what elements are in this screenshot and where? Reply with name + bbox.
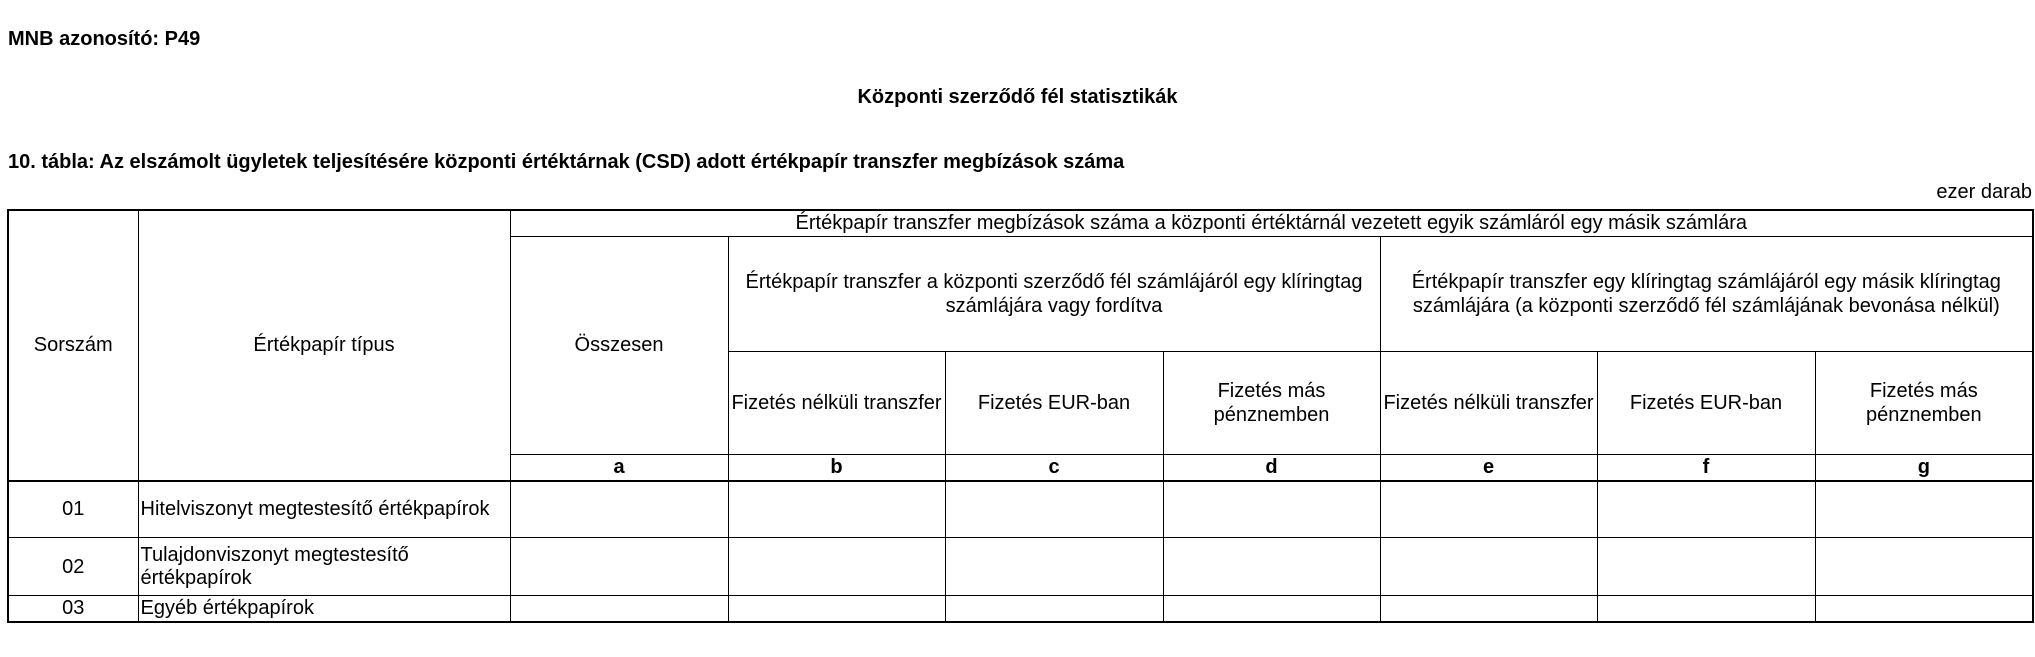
- table-row: [8, 481, 2033, 538]
- row-label: Tulajdonviszonyt megtestesítő értékpapírok: [138, 538, 510, 596]
- header-osszesen: Összesen: [510, 236, 728, 454]
- column-letter: a: [510, 454, 728, 481]
- mnb-identifier: MNB azonosító: P49: [8, 28, 201, 50]
- header-group-member: Értékpapír transzfer egy klíringtag számlájáról egy másik klíringtag számlájára (a központi szerződő fél számlájának bevonása nélkül): [1380, 236, 2033, 351]
- data-cell[interactable]: [1815, 538, 2033, 596]
- data-cell[interactable]: [1163, 538, 1380, 596]
- data-cell[interactable]: [728, 481, 945, 538]
- table-title: 10. tábla: Az elszámolt ügyletek teljesítésére központi értéktárnak (CSD) adott értékpapír transzfer megbízások száma: [8, 151, 1125, 173]
- column-letter: f: [1597, 454, 1815, 481]
- data-cell[interactable]: [945, 596, 1163, 622]
- data-cell[interactable]: [945, 481, 1163, 538]
- column-letter: d: [1163, 454, 1380, 481]
- data-cell[interactable]: [510, 481, 728, 538]
- data-cell[interactable]: [1597, 481, 1815, 538]
- row-number: 01: [8, 481, 138, 538]
- row-number: 02: [8, 538, 138, 596]
- data-cell[interactable]: [510, 538, 728, 596]
- header-group-main: Értékpapír transzfer megbízások száma a központi értéktárnál vezetett egyik számláról egy másik számlára: [510, 210, 2033, 236]
- header-sub-e: Fizetés nélküli transzfer: [1380, 351, 1597, 454]
- column-letter: e: [1380, 454, 1597, 481]
- data-cell[interactable]: [1380, 481, 1597, 538]
- header-sub-b: Fizetés nélküli transzfer: [728, 351, 945, 454]
- header-sub-d: Fizetés más pénznemben: [1163, 351, 1380, 454]
- data-cell[interactable]: [1815, 481, 2033, 538]
- data-cell[interactable]: [945, 538, 1163, 596]
- data-cell[interactable]: [728, 596, 945, 622]
- statistics-table: [7, 209, 2034, 623]
- data-cell[interactable]: [1163, 596, 1380, 622]
- data-cell[interactable]: [1380, 596, 1597, 622]
- header-group-ccp: Értékpapír transzfer a központi szerződő fél számlájáról egy klíringtag számlájára vagy fordítva: [728, 236, 1380, 351]
- row-number: 03: [8, 596, 138, 622]
- unit-label: ezer darab: [1936, 181, 2032, 203]
- header-sub-g: Fizetés más pénznemben: [1815, 351, 2033, 454]
- data-cell[interactable]: [1597, 538, 1815, 596]
- data-cell[interactable]: [1163, 481, 1380, 538]
- data-cell[interactable]: [510, 596, 728, 622]
- data-cell[interactable]: [728, 538, 945, 596]
- row-label: Hitelviszonyt megtestesítő értékpapírok: [138, 481, 510, 538]
- column-letter: g: [1815, 454, 2033, 481]
- table-row: [8, 538, 2033, 596]
- header-sub-f: Fizetés EUR-ban: [1597, 351, 1815, 454]
- header-sorszam: Sorszám: [8, 210, 138, 481]
- column-letter: c: [945, 454, 1163, 481]
- data-cell[interactable]: [1597, 596, 1815, 622]
- table-row: [8, 596, 2033, 622]
- data-cell[interactable]: [1815, 596, 2033, 622]
- data-cell[interactable]: [1380, 538, 1597, 596]
- page-title: Központi szerződő fél statisztikák: [857, 86, 1178, 108]
- header-sub-c: Fizetés EUR-ban: [945, 351, 1163, 454]
- row-label: Egyéb értékpapírok: [138, 596, 510, 622]
- column-letter: b: [728, 454, 945, 481]
- header-ertekpapir-tipus: Értékpapír típus: [138, 210, 510, 481]
